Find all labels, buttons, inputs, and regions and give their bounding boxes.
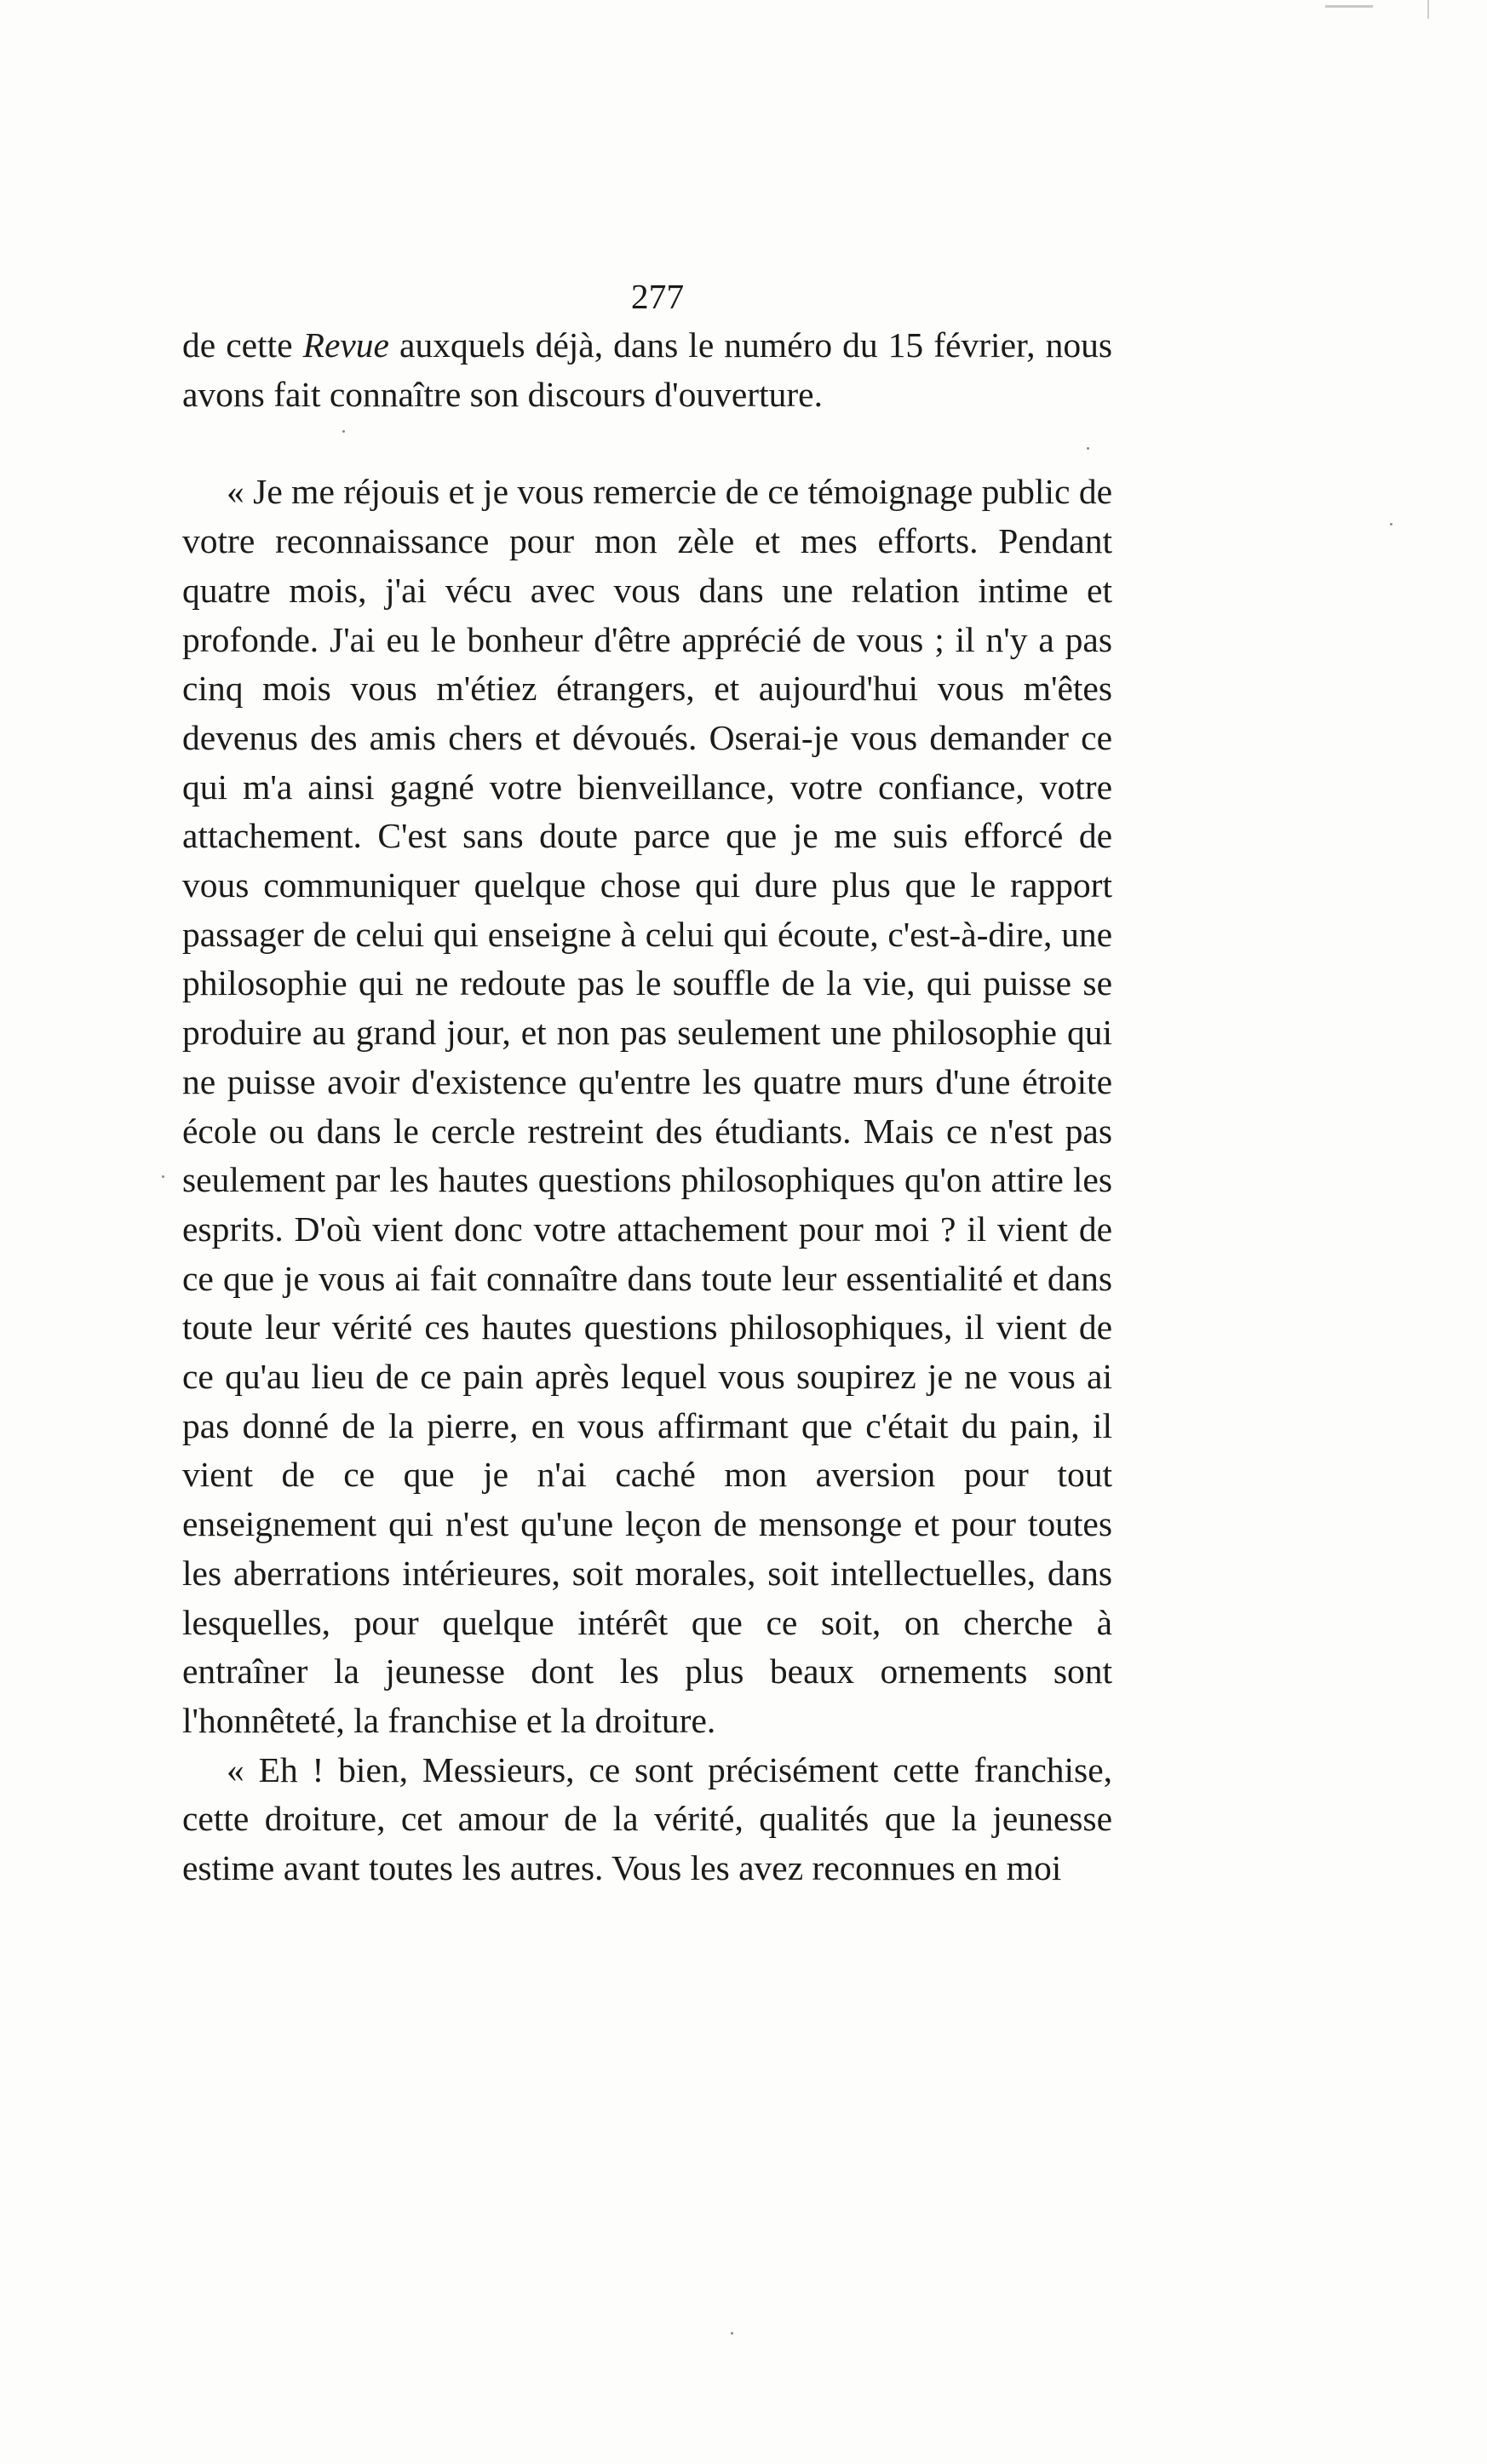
scan-edge-mark (1325, 5, 1373, 8)
paragraph-gap (182, 419, 1112, 468)
paragraph-text: auxquels déjà, dans le numéro du 15 février, nous avons fait connaître son discours d'ouverture. (182, 325, 1112, 414)
page-text (182, 273, 1112, 1893)
scan-speck (162, 1175, 164, 1178)
scan-edge-tick (1427, 0, 1429, 19)
paragraph-text: « Je me réjouis et je vous remercie de ce témoignage public de votre reconnaissance pour mon zèle et mes efforts. Pendant quatre mois, j'ai vécu avec vous dans une relation intime et profonde. J'ai eu le bonheur d'être apprécié de vous ; il n'y a pas cinq mois vous m'étiez étrangers, et aujourd'hui vous m'êtes devenus des amis chers et dévoués. Oserai-je vous demander ce qui m'a ainsi gagné votre bienveillance, votre confiance, votre attachement. C'est sans doute parce que je me suis efforcé de vous communiquer quelque chose qui dure plus que le rapport passager de celui qui enseigne à celui qui écoute, c'est-à-dire, une philosophie qui ne redoute pas le souffle de la vie, qui puisse se produire au grand jour, et non pas seulement une philosophie qui ne puisse avoir d'existence qu'entre les quatre murs d'une étroite école ou dans le cercle restreint des étudiants. Mais ce n'est pas seulement par les hautes questions philosophiques qu'on attire les esprits. D'où vient donc votre attachement pour moi ? il vient de ce que je vous ai fait connaître dans toute leur essentialité et dans toute leur vérité ces hautes questions philosophiques, il vient de ce qu'au lieu de ce pain après lequel vous soupirez je ne vous ai pas donné de la pierre, en vous affirmant que c'était du pain, il vient de ce que je n'ai caché mon aversion pour tout enseignement qui n'est qu'une leçon de mensonge et pour toutes les aberrations intérieures, soit morales, soit intellectuelles, dans lesquelles, pour quelque intérêt que ce soit, on cherche à entraîner la jeunesse dont les plus beaux ornements sont l'honnêteté, la franchise et la droiture. (182, 472, 1112, 1740)
scan-speck (1390, 523, 1392, 526)
page-number: 277 (630, 277, 685, 316)
journal-title: Revue (302, 325, 389, 365)
paragraph-closing (182, 1746, 1112, 1893)
paragraph-text: « Eh ! bien, Messieurs, ce sont précisément cette franchise, cette droiture, cet amour de la vérité, qualités que la jeunesse estime avant toutes les autres. Vous les avez reconnues en moi (182, 1749, 1112, 1888)
scan-speck (731, 2332, 733, 2335)
paragraph-speech (182, 468, 1112, 1745)
paragraph-intro (182, 321, 1112, 419)
paragraph-text: de cette (182, 325, 303, 365)
